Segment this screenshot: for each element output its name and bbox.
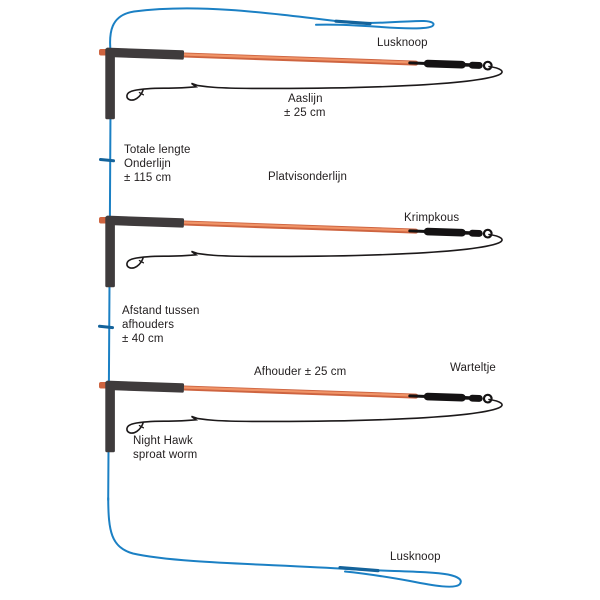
krimpkous-tube <box>424 60 466 69</box>
label-text: Night Hawk <box>133 435 193 447</box>
label-afstand <box>122 304 199 346</box>
label-text: Afhouder ± 25 cm <box>254 366 347 378</box>
label-aaslijn <box>284 92 326 120</box>
standoff-tube-horizontal <box>106 48 184 60</box>
label-text: ± 115 cm <box>124 172 172 184</box>
swivel-neck <box>462 63 470 67</box>
label-krimpkous <box>404 211 459 225</box>
label-text: ± 40 cm <box>122 333 164 345</box>
main-line-bottom <box>108 498 461 587</box>
boom-2 <box>99 216 502 288</box>
loop-knot-top <box>336 21 370 23</box>
label-text: sproat worm <box>133 449 198 461</box>
label-lusknoop-bottom <box>390 550 441 564</box>
label-text: Totale lengte <box>124 144 191 156</box>
label-text: Lusknoop <box>377 37 428 49</box>
label-text: Afstand tussen <box>122 305 200 317</box>
swivel-barrel <box>469 62 483 69</box>
label-afhouder <box>254 365 346 379</box>
label-text: Krimpkous <box>404 212 460 224</box>
loop-knot-bottom <box>340 568 378 571</box>
label-text: Onderlijn <box>124 158 171 170</box>
label-night-hawk <box>133 434 197 462</box>
label-platvisonderlijn <box>268 170 347 184</box>
label-text: afhouders <box>122 319 175 331</box>
main-line <box>100 8 461 586</box>
measure-tick-bottom <box>100 326 113 327</box>
label-text: ± 25 cm <box>284 107 326 119</box>
measure-tick-top <box>101 160 114 161</box>
label-text: Warteltje <box>450 362 496 374</box>
swivel-ring <box>484 62 492 70</box>
label-totale-lengte <box>124 143 191 185</box>
standoff-tube-vertical <box>105 48 115 119</box>
label-text: Lusknoop <box>390 551 441 563</box>
diagram-title-text: Platvisonderlijn <box>268 171 347 183</box>
label-lusknoop-top <box>377 36 428 50</box>
label-warteltje <box>450 361 496 375</box>
label-text: Aaslijn <box>288 93 323 105</box>
